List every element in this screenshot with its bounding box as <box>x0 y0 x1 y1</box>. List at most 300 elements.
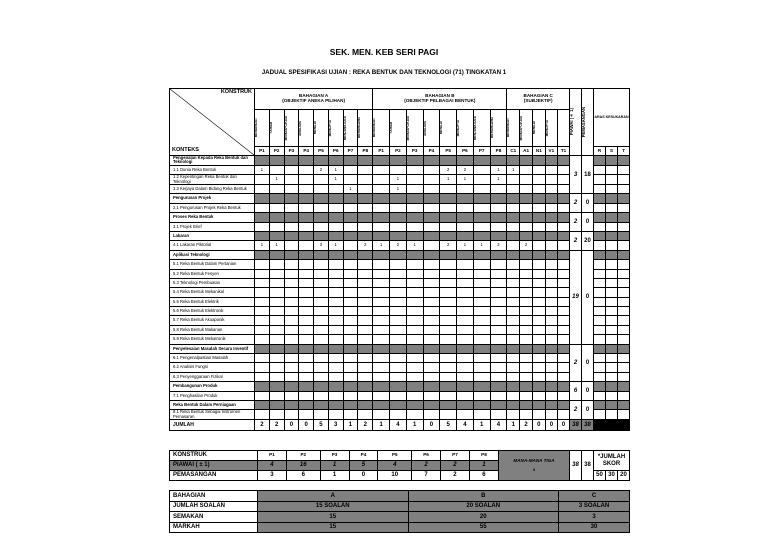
value-cell <box>423 278 440 287</box>
value-cell <box>507 241 520 250</box>
table-row <box>170 165 630 174</box>
value-cell <box>423 241 440 250</box>
value-cell: 1 <box>373 241 390 250</box>
pemasangan-value: 1 <box>320 471 349 481</box>
value-cell <box>532 185 545 194</box>
construct-label-b <box>423 110 440 147</box>
value-cell <box>520 175 533 185</box>
shaded-cell <box>423 213 440 222</box>
piawai-value: 4 <box>258 461 287 471</box>
value-cell <box>473 269 490 278</box>
value-cell <box>255 316 270 325</box>
shaded-cell <box>473 194 490 203</box>
pemasangan-value: 7 <box>412 471 441 481</box>
pemasangan-value: 0 <box>582 194 594 213</box>
piawai-value: 2 <box>570 213 582 232</box>
shaded-cell <box>558 231 570 240</box>
value-cell: 1 <box>269 175 284 185</box>
bahagian-value: 3 SOALAN <box>559 501 630 512</box>
table-row <box>170 194 630 203</box>
value-cell <box>284 363 299 372</box>
value-cell <box>269 297 284 306</box>
value-cell <box>343 410 358 420</box>
value-cell: 1 <box>490 175 507 185</box>
value-cell <box>299 335 314 344</box>
table-row <box>170 410 630 420</box>
shaded-cell <box>507 231 520 240</box>
value-cell <box>373 325 390 334</box>
value-cell <box>545 222 557 231</box>
shaded-cell <box>299 382 314 391</box>
topic-heading: Penyelesaian Masalah Secara Inventif <box>170 344 255 353</box>
code-cell: P8 <box>490 147 507 156</box>
value-cell <box>532 260 545 269</box>
value-cell <box>457 335 474 344</box>
section-c-subtitle: (SUBJEKTIF) <box>523 98 553 103</box>
pemasangan-value: 0 <box>582 382 594 401</box>
value-cell <box>406 269 423 278</box>
code-cell: P4 <box>423 147 440 156</box>
value-cell <box>299 185 314 194</box>
table-row <box>170 213 630 222</box>
value-cell <box>255 410 270 420</box>
shaded-cell <box>457 156 474 166</box>
value-cell <box>373 297 390 306</box>
shaded-cell <box>358 231 373 240</box>
pemasangan-header <box>582 89 594 156</box>
value-cell <box>473 410 490 420</box>
shaded-cell <box>269 213 284 222</box>
shaded-cell <box>457 250 474 259</box>
header-label: MENCIPTA <box>327 119 332 137</box>
header-label: MENGAPLIKASI <box>405 115 410 141</box>
value-cell <box>284 175 299 185</box>
value-cell <box>358 307 373 316</box>
aras-cell <box>594 297 606 306</box>
value-cell <box>373 185 390 194</box>
value-cell <box>440 335 457 344</box>
value-cell <box>507 175 520 185</box>
value-cell <box>507 269 520 278</box>
value-cell <box>545 307 557 316</box>
shaded-cell <box>545 194 557 203</box>
shaded-cell <box>507 344 520 353</box>
header-label: PEMASANGAN <box>581 106 586 138</box>
piawai-value: 2 <box>570 401 582 420</box>
value-cell <box>545 185 557 194</box>
value-cell <box>558 175 570 185</box>
value-cell <box>358 410 373 420</box>
aras-cell <box>606 222 618 231</box>
piawai-value: 19 <box>570 250 582 344</box>
shaded-cell <box>343 194 358 203</box>
value-cell <box>532 410 545 420</box>
code-cell: P6 <box>328 147 343 156</box>
aras-cell <box>618 316 630 325</box>
value-cell <box>390 335 407 344</box>
topic-heading: Aplikasi Teknologi <box>170 250 255 259</box>
shaded-cell <box>328 194 343 203</box>
bahagian-value: 3 <box>559 512 630 523</box>
aras-cell <box>606 382 618 391</box>
value-cell <box>406 391 423 400</box>
value-cell <box>545 391 557 400</box>
aras-cell <box>618 165 630 174</box>
value-cell <box>373 288 390 297</box>
header-label: MENCIPTA <box>456 119 461 137</box>
value-cell <box>328 363 343 372</box>
value-cell <box>490 288 507 297</box>
shaded-cell <box>373 156 390 166</box>
value-cell <box>473 372 490 381</box>
value-cell <box>440 410 457 420</box>
aras-cell <box>606 250 618 259</box>
pemasangan-value: 0 <box>349 471 378 481</box>
table-row <box>170 260 630 269</box>
value-cell <box>532 335 545 344</box>
value-cell: 1 <box>390 185 407 194</box>
shaded-cell <box>457 194 474 203</box>
value-cell <box>284 325 299 334</box>
shaded-cell <box>532 156 545 166</box>
value-cell <box>440 185 457 194</box>
value-cell <box>358 185 373 194</box>
value-cell <box>520 363 533 372</box>
value-cell <box>314 410 329 420</box>
code-cell: V1 <box>545 147 557 156</box>
pemasangan-value: 6 <box>286 471 320 481</box>
code-cell: P3 <box>320 451 349 461</box>
value-cell <box>490 307 507 316</box>
construct-label-b <box>373 110 390 147</box>
aras-cell <box>594 203 606 212</box>
value-cell <box>299 363 314 372</box>
section-a-subtitle: (OBJEKTIF ANEKA PILIHAN) <box>282 98 345 103</box>
shaded-cell <box>358 344 373 353</box>
value-cell <box>328 222 343 231</box>
aras-cell <box>594 372 606 381</box>
aras-cell <box>618 344 630 353</box>
value-cell <box>490 363 507 372</box>
value-cell <box>373 335 390 344</box>
value-cell <box>440 363 457 372</box>
value-cell <box>373 391 390 400</box>
value-cell <box>299 222 314 231</box>
value-cell <box>328 335 343 344</box>
value-cell <box>545 410 557 420</box>
value-cell <box>545 203 557 212</box>
value-cell <box>284 269 299 278</box>
code-cell: P1 <box>373 147 390 156</box>
value-cell <box>423 316 440 325</box>
value-cell <box>343 288 358 297</box>
shaded-cell <box>255 231 270 240</box>
header-label: MENGINGAT <box>506 118 511 138</box>
code-cell: P6 <box>457 147 474 156</box>
aras-cell <box>606 185 618 194</box>
shaded-cell <box>457 231 474 240</box>
aras-cell <box>618 231 630 240</box>
subtopic-label: 2.1 Pengurusan Projek Reka Bentuk <box>170 203 255 212</box>
value-cell <box>490 222 507 231</box>
jumlah-value: 2 <box>269 420 284 431</box>
shaded-cell <box>520 344 533 353</box>
piawai-label: PIAWAI ( ± 1) <box>170 461 258 471</box>
value-cell <box>255 372 270 381</box>
shaded-cell <box>406 250 423 259</box>
pemasangan-value: 20 <box>582 231 594 250</box>
subtopic-label: 6.1 Pengenalpastian Masalah <box>170 354 255 363</box>
aras-cell <box>618 278 630 287</box>
value-cell <box>558 269 570 278</box>
value-cell <box>406 363 423 372</box>
value-cell <box>558 307 570 316</box>
value-cell <box>532 354 545 363</box>
aras-cell <box>618 213 630 222</box>
shaded-cell <box>390 231 407 240</box>
value-cell <box>532 203 545 212</box>
table-row <box>170 156 630 166</box>
table-row <box>170 203 630 212</box>
value-cell <box>457 185 474 194</box>
shaded-cell <box>532 231 545 240</box>
value-cell <box>284 203 299 212</box>
value-cell <box>358 325 373 334</box>
value-cell <box>406 260 423 269</box>
piawai-header <box>570 89 582 156</box>
value-cell <box>255 354 270 363</box>
shaded-cell <box>390 156 407 166</box>
aras-cell <box>618 391 630 400</box>
value-cell <box>545 297 557 306</box>
value-cell <box>328 297 343 306</box>
value-cell <box>328 325 343 334</box>
section-b-header <box>373 89 507 110</box>
value-cell <box>520 410 533 420</box>
value-cell <box>390 278 407 287</box>
bahagian-col: B <box>408 491 559 502</box>
aras-cell <box>606 156 618 166</box>
konteks-label: KONTEKS <box>172 147 199 154</box>
jumlah-value: 4 <box>457 420 474 431</box>
value-cell <box>390 363 407 372</box>
value-cell <box>440 354 457 363</box>
diagonal-line <box>170 89 254 155</box>
value-cell <box>520 354 533 363</box>
shaded-cell <box>520 194 533 203</box>
value-cell <box>490 335 507 344</box>
value-cell <box>343 335 358 344</box>
value-cell: 2 <box>358 241 373 250</box>
shaded-cell <box>490 194 507 203</box>
shaded-cell <box>358 382 373 391</box>
code-cell: P5 <box>314 147 329 156</box>
bahagian-value: 55 <box>408 522 559 533</box>
shaded-cell <box>406 382 423 391</box>
value-cell <box>440 288 457 297</box>
piawai-value: 1 <box>469 461 498 471</box>
shaded-cell <box>532 213 545 222</box>
header-label: MENILAI <box>439 121 444 135</box>
table-row <box>170 307 630 316</box>
value-cell <box>520 307 533 316</box>
shaded-cell <box>373 382 390 391</box>
shaded-cell <box>558 194 570 203</box>
jumlah-value: 1 <box>373 420 390 431</box>
construct-label-b <box>473 110 490 147</box>
value-cell <box>457 222 474 231</box>
value-cell <box>406 278 423 287</box>
subtopic-label: 1.3 Kerjaya Dalam Bidang Reka Bentuk <box>170 185 255 194</box>
value-cell <box>507 325 520 334</box>
shaded-cell <box>284 194 299 203</box>
pemasangan-value: 0 <box>582 401 594 420</box>
shaded-cell <box>473 231 490 240</box>
table-row <box>170 344 630 353</box>
shaded-cell <box>269 382 284 391</box>
value-cell <box>558 203 570 212</box>
value-cell <box>473 288 490 297</box>
value-cell <box>255 325 270 334</box>
shaded-cell <box>507 250 520 259</box>
piawai-value: 5 <box>349 461 378 471</box>
value-cell <box>520 288 533 297</box>
shaded-cell <box>423 156 440 166</box>
shaded-cell <box>423 194 440 203</box>
shaded-cell <box>284 156 299 166</box>
value-cell <box>532 325 545 334</box>
shaded-cell <box>545 231 557 240</box>
value-cell <box>406 307 423 316</box>
value-cell: 1 <box>255 165 270 174</box>
construct-label-a <box>314 110 329 147</box>
header-label: MENJANA IDEA <box>342 115 347 141</box>
bahagian-row-label: JUMLAH SOALAN <box>170 501 258 512</box>
pemasangan-value: 10 <box>378 471 412 481</box>
value-cell <box>423 175 440 185</box>
aras-cell <box>594 260 606 269</box>
shaded-cell <box>457 382 474 391</box>
value-cell <box>423 297 440 306</box>
shaded-cell <box>520 250 533 259</box>
subtopic-label: 5.7 Reka Bentuk Akuaponik <box>170 316 255 325</box>
header-label: MERANCANG <box>489 117 494 139</box>
value-cell <box>532 175 545 185</box>
aras-cell <box>606 316 618 325</box>
konstruk-label: KONSTRUK <box>170 451 258 461</box>
value-cell <box>558 278 570 287</box>
value-cell <box>532 307 545 316</box>
value-cell <box>423 185 440 194</box>
header-label: MENGINGAT <box>372 118 377 138</box>
aras-cell <box>618 175 630 185</box>
code-cell: P3 <box>284 147 299 156</box>
value-cell <box>255 222 270 231</box>
value-cell <box>299 175 314 185</box>
document-subtitle: JADUAL SPESIFIKASI UJIAN : REKA BENTUK DAN TEKNOLOGI (71) TINGKATAN 1 <box>261 69 507 76</box>
header-label: MENGINGAT <box>254 118 258 138</box>
value-cell <box>520 278 533 287</box>
value-cell <box>269 410 284 420</box>
aras-cell <box>606 344 618 353</box>
aras-cell <box>618 335 630 344</box>
skor-value: 20 <box>618 471 630 481</box>
value-cell <box>343 363 358 372</box>
aras-cell <box>618 372 630 381</box>
piawai-value: 3 <box>570 156 582 194</box>
shaded-cell <box>269 156 284 166</box>
table-row <box>170 501 630 512</box>
value-cell <box>358 278 373 287</box>
jumlah-value: 38 <box>582 420 594 431</box>
value-cell <box>520 185 533 194</box>
table-row <box>170 522 630 533</box>
subtopic-label: 5.8 Reka Bentuk Makanan <box>170 325 255 334</box>
pemasangan-value: 2 <box>441 471 470 481</box>
value-cell <box>299 269 314 278</box>
shaded-cell <box>373 231 390 240</box>
topic-heading: Pengenalan Kepada Reka Bentuk dan Teknologi <box>170 156 255 166</box>
jumlah-value: 2 <box>358 420 373 431</box>
shaded-cell <box>520 213 533 222</box>
value-cell <box>314 316 329 325</box>
value-cell <box>314 391 329 400</box>
shaded-cell <box>440 231 457 240</box>
value-cell <box>440 316 457 325</box>
pemasangan-label: PEMASANGAN <box>170 471 258 481</box>
value-cell <box>299 410 314 420</box>
shaded-cell <box>490 213 507 222</box>
value-cell <box>343 354 358 363</box>
value-cell: 2 <box>314 165 329 174</box>
aras-cell <box>606 363 618 372</box>
aras-cell <box>618 222 630 231</box>
shaded-cell <box>343 250 358 259</box>
value-cell <box>423 354 440 363</box>
construct-label-a <box>299 110 314 147</box>
shaded-cell <box>545 401 557 410</box>
value-cell <box>507 185 520 194</box>
value-cell <box>373 354 390 363</box>
jumlah-value: 4 <box>390 420 407 431</box>
aras-cell <box>618 203 630 212</box>
value-cell <box>314 203 329 212</box>
value-cell <box>299 325 314 334</box>
value-cell <box>269 335 284 344</box>
value-cell <box>507 297 520 306</box>
value-cell <box>545 269 557 278</box>
shaded-cell <box>390 250 407 259</box>
value-cell <box>490 203 507 212</box>
shaded-cell <box>343 231 358 240</box>
value-cell <box>520 297 533 306</box>
value-cell <box>532 288 545 297</box>
value-cell <box>423 372 440 381</box>
value-cell <box>358 391 373 400</box>
value-cell <box>532 269 545 278</box>
construct-label-c <box>532 110 545 147</box>
table-row <box>170 175 630 185</box>
black-cell <box>594 420 630 431</box>
value-cell <box>255 363 270 372</box>
shaded-cell <box>314 194 329 203</box>
value-cell <box>507 363 520 372</box>
shaded-cell <box>390 213 407 222</box>
subtopic-label: 1.1 Dunia Reka Bentuk <box>170 165 255 174</box>
table-row <box>170 250 630 259</box>
topic-heading: Proses Reka Bentuk <box>170 213 255 222</box>
bahagian-value: 20 <box>408 512 559 523</box>
